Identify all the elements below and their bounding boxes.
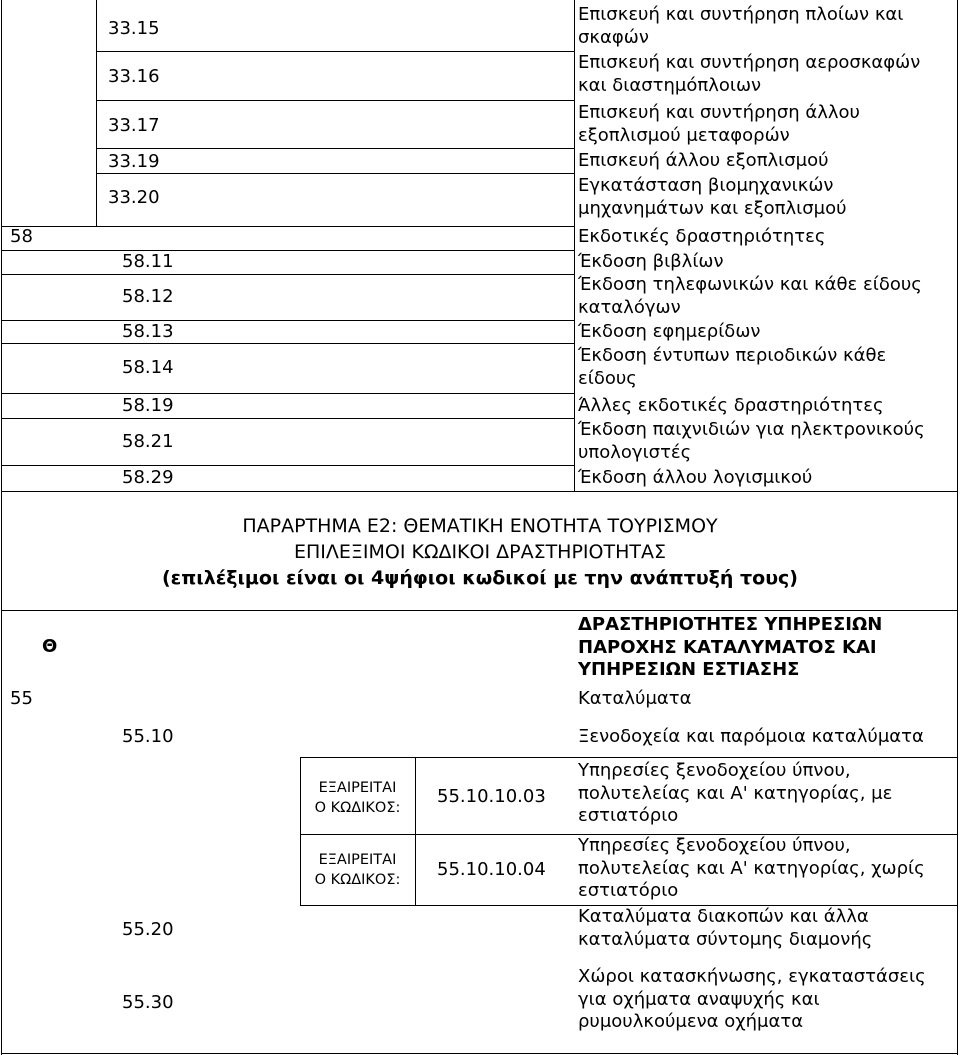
description-line: πολυτελείας και Α' κατηγορίας, με: [578, 782, 893, 804]
description-line: είδους: [578, 367, 637, 389]
table1-bottom-line: [1, 491, 958, 492]
code-cell: 58: [10, 226, 33, 247]
description-line: ρυμουλκούμενα οχήματα: [578, 1011, 804, 1032]
excluded-code: 55.10.10.03: [437, 786, 546, 807]
table1-row-line: [1, 320, 574, 321]
table1-row-line: [96, 148, 574, 149]
annex-note: (επιλέξιμοι είναι οι 4ψήφιοι κωδικοί με την ανάπτυξή τους): [162, 567, 798, 589]
code-cell: 55.30: [122, 992, 174, 1013]
description-line: Έκδοση βιβλίων: [578, 251, 724, 272]
page-bottom-line: [1, 1053, 958, 1054]
description-cell: [578, 395, 884, 418]
description-line: Επισκευή άλλου εξοπλισμού: [578, 150, 829, 171]
description-line: Επισκευή και συντήρηση αεροσκαφών: [578, 52, 921, 73]
group-code: 55.10: [122, 726, 174, 747]
description-cell: [578, 274, 922, 319]
description-line: Εγκατάσταση βιομηχανικών: [578, 175, 834, 196]
description-line: σκαφών: [578, 26, 649, 48]
excluded-top-line: [300, 757, 957, 758]
table1-row-line: [1, 465, 574, 466]
excluded-label: [300, 850, 415, 890]
description-line: Έκδοση έντυπων περιοδικών κάθε: [578, 345, 887, 366]
section-title-line: ΔΡΑΣΤΗΡΙΟΤΗΤΕΣ ΥΠΗΡΕΣΙΩΝ: [578, 614, 883, 635]
description-cell: [578, 251, 724, 274]
code-cell: 33.20: [108, 187, 160, 208]
code-cell: 58.12: [122, 286, 174, 307]
code-cell: 58.13: [122, 321, 174, 342]
code-cell: 33.17: [108, 115, 160, 136]
description-cell: [578, 467, 812, 490]
description-cell: [578, 175, 847, 220]
description-line: καταλόγων: [578, 296, 681, 318]
description-cell: [578, 102, 860, 147]
annex-title: ΠΑΡΑΡΤΗΜΑ Ε2: ΘΕΜΑΤΙΚΗ ΕΝΟΤΗΤΑ ΤΟΥΡΙΣΜΟΥ: [242, 515, 718, 537]
description-line: Υπηρεσίες ξενοδοχείου ύπνου,: [578, 835, 851, 856]
table1-col-divider-2: [574, 0, 575, 492]
description-line: Έκδοση παιχνιδιών για ηλεκτρονικούς: [578, 419, 925, 440]
annex-bottom-line: [1, 610, 958, 611]
description-line: εστιατόριο: [578, 880, 679, 901]
table1-row-line: [1, 393, 574, 394]
description-cell: [578, 226, 825, 249]
code-cell: 33.19: [108, 151, 160, 172]
excluded-desc: [578, 760, 892, 828]
description-line: Εκδοτικές δραστηριότητες: [578, 226, 826, 247]
table1-col-divider-1: [96, 0, 97, 227]
description-cell: [578, 966, 926, 1034]
description-line: πολυτελείας και Α' κατηγορίας, χωρίς: [578, 857, 925, 879]
description-line: καταλύματα σύντομης διαμονής: [578, 928, 873, 950]
code-cell: 58.29: [122, 467, 174, 488]
description-line: Άλλες εκδοτικές δραστηριότητες: [578, 395, 884, 416]
division-desc: [578, 688, 691, 711]
code-cell: 33.15: [108, 18, 160, 39]
excluded-label-line: Ο ΚΩΔΙΚΟΣ:: [314, 872, 401, 888]
description-cell: [578, 321, 760, 344]
description-line: Έκδοση άλλου λογισμικού: [578, 467, 813, 488]
description-line: Καταλύματα: [578, 688, 692, 709]
excluded-code: 55.10.10.04: [437, 859, 546, 880]
description-line: και διαστημόπλοιων: [578, 74, 762, 96]
table1-row-line: [1, 343, 574, 344]
table1-row-line: [1, 226, 574, 227]
description-line: Χώροι κατασκήνωσης, εγκαταστάσεις: [578, 966, 926, 987]
excluded-col-divider: [415, 757, 416, 905]
code-cell: 58.11: [122, 251, 174, 272]
division-code: 55: [10, 688, 33, 709]
description-line: Ξενοδοχεία και παρόμοια καταλύματα: [578, 726, 924, 747]
excluded-desc: [578, 835, 925, 903]
excluded-label-line: ΕΞΑΙΡΕΙΤΑΙ: [318, 852, 397, 868]
description-line: υπολογιστές: [578, 441, 692, 463]
description-cell: [578, 4, 903, 49]
table1-row-line: [96, 51, 574, 52]
description-line: Επισκευή και συντήρηση πλοίων και: [578, 4, 904, 25]
code-cell: 58.14: [122, 357, 174, 378]
code-cell: 55.20: [122, 919, 174, 940]
code-cell: 58.19: [122, 395, 174, 416]
section-title-line: ΥΠΗΡΕΣΙΩΝ ΕΣΤΙΑΣΗΣ: [578, 659, 800, 680]
section-letter: Θ: [42, 636, 58, 657]
section-title: [578, 614, 882, 682]
description-cell: [578, 419, 925, 464]
description-line: Έκδοση εφημερίδων: [578, 321, 761, 342]
description-line: Έκδοση τηλεφωνικών και κάθε είδους: [578, 274, 922, 295]
description-line: εστιατόριο: [578, 805, 679, 826]
excluded-label: [300, 778, 415, 818]
excluded-label-line: Ο ΚΩΔΙΚΟΣ:: [314, 800, 401, 816]
description-cell: [578, 345, 886, 390]
description-line: Επισκευή και συντήρηση άλλου: [578, 102, 860, 123]
description-line: Υπηρεσίες ξενοδοχείου ύπνου,: [578, 760, 851, 781]
table1-row-line: [1, 250, 574, 251]
excluded-label-line: ΕΞΑΙΡΕΙΤΑΙ: [318, 780, 397, 796]
code-cell: 33.16: [108, 66, 160, 87]
description-cell: [578, 52, 920, 97]
section-title-line: ΠΑΡΟΧΗΣ ΚΑΤΑΛΥΜΑΤΟΣ ΚΑΙ: [578, 636, 877, 658]
annex-subtitle: ΕΠΙΛΕΞΙΜΟΙ ΚΩΔΙΚΟΙ ΔΡΑΣΤΗΡΙΟΤΗΤΑΣ: [293, 541, 666, 563]
code-cell: 58.21: [122, 431, 174, 452]
description-line: μηχανημάτων και εξοπλισμού: [578, 197, 847, 219]
description-line: Καταλύματα διακοπών και άλλα: [578, 906, 869, 927]
table1-row-line: [96, 100, 574, 101]
description-line: εξοπλισμού μεταφορών: [578, 124, 790, 146]
description-line: για οχήματα αναψυχής και: [578, 988, 820, 1010]
group-desc: [578, 726, 924, 749]
table1-row-line: [1, 274, 574, 275]
description-cell: [578, 906, 872, 951]
description-cell: [578, 150, 829, 173]
table1-right-border: [957, 0, 958, 492]
table1-row-line: [96, 173, 574, 174]
table1-row-line: [1, 418, 574, 419]
